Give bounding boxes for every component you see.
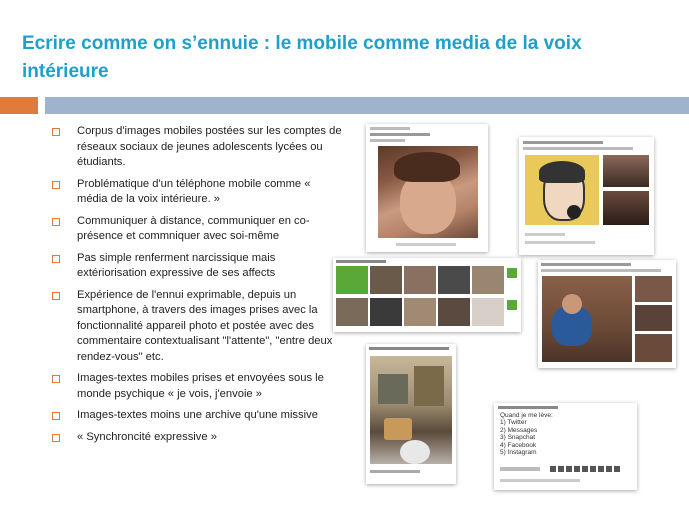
- selfie-tweet-screenshot: [366, 124, 488, 252]
- grid-tile: [438, 298, 470, 326]
- tweet-line: 5) Instagram: [500, 449, 537, 457]
- tweet-stats: [500, 467, 540, 471]
- bullet-item: Expérience de l'ennui exprimable, depuis un smartphone, à travers des images prises avec la fonctionnalité appareil photo et postée avec des commentaire contextualisant "l'attente", "entre deux rendez-vous" etc.: [52, 288, 342, 366]
- cartoon-image: [525, 155, 599, 225]
- tweet-line: 2) Messages: [500, 426, 538, 434]
- grid-tile: [370, 266, 402, 294]
- grid-tile: [472, 298, 504, 326]
- tweet-author: [498, 406, 558, 409]
- grid-screenshot: [333, 258, 521, 332]
- bullet-item: Problématique d'un téléphone mobile comme « média de la voix intérieure. »: [52, 177, 342, 208]
- slide-title: Ecrire comme on s’ennuie : le mobile comme media de la voix intérieure: [22, 33, 582, 82]
- tweet-line: 4) Facebook: [500, 441, 537, 449]
- photo-thumb: [635, 334, 672, 362]
- bullet-list: [52, 124, 342, 451]
- cartoon-tweet-screenshot: [519, 137, 654, 255]
- header-band: [45, 97, 689, 114]
- photo-thumb: [635, 276, 672, 302]
- post-caption: [369, 347, 449, 350]
- tweet-line: 3) Snapchat: [500, 434, 536, 442]
- list-tweet-screenshot: [494, 403, 637, 490]
- bullet-item: Pas simple renferment narcissique mais extériorisation expressive de ses affects: [52, 251, 342, 282]
- grid-header: [336, 260, 386, 263]
- tweet-header: [541, 263, 631, 266]
- bullet-square-icon: [52, 434, 60, 442]
- street-photo-post: [366, 344, 456, 484]
- tweet-line: 1) Twitter: [500, 419, 527, 427]
- tweet-header: [370, 127, 410, 130]
- tweet-header: [523, 141, 603, 144]
- bullet-square-icon: [52, 255, 60, 263]
- bullet-item: Images-textes mobiles prises et envoyées sous le monde psychique « je vois, j'envoie »: [52, 371, 342, 402]
- follow-icon: [507, 300, 517, 310]
- follow-icon: [507, 268, 517, 278]
- bullet-item: Images-textes moins une archive qu'une missive: [52, 408, 342, 424]
- tweet-line: Quand je me lève:: [500, 412, 553, 419]
- street-photo: [370, 356, 452, 464]
- bullet-item: Corpus d'images mobiles postées sur les comptes de réseaux sociaux de jeunes adolescents lycées ou étudiants.: [52, 124, 342, 171]
- photo-thumb: [603, 155, 649, 187]
- bullet-square-icon: [52, 292, 60, 300]
- bullet-square-icon: [52, 218, 60, 226]
- bullet-square-icon: [52, 128, 60, 136]
- tweet-actions: [525, 241, 595, 244]
- avatar-row: [550, 466, 620, 472]
- grid-tile: [404, 298, 436, 326]
- tweet-header: [370, 133, 430, 136]
- sofa-photo: [542, 276, 632, 362]
- post-actions: [370, 470, 420, 473]
- grid-tile: [404, 266, 436, 294]
- tweet-actions: [525, 233, 565, 236]
- bullet-item: « Synchroncité expressive »: [52, 430, 342, 446]
- sofa-tweet-screenshot: [538, 260, 676, 368]
- tweet-header: [370, 139, 405, 142]
- photo-thumb: [603, 191, 649, 225]
- tweet-actions: [500, 479, 580, 482]
- tweet-header: [523, 147, 633, 150]
- selfie-photo: [378, 146, 478, 238]
- grid-tile-now: [336, 266, 368, 294]
- grid-tile: [472, 266, 504, 294]
- grid-tile: [370, 298, 402, 326]
- tweet-actions: [396, 243, 456, 246]
- bullet-item: Communiquer à distance, communiquer en co-présence et commniquer avec soi-même: [52, 214, 342, 245]
- tweet-header: [541, 269, 661, 272]
- grid-tile: [438, 266, 470, 294]
- photo-thumb: [635, 305, 672, 331]
- grid-tile: [336, 298, 368, 326]
- tweet-text: [500, 412, 553, 456]
- accent-bar: [0, 97, 38, 114]
- bullet-square-icon: [52, 375, 60, 383]
- bullet-square-icon: [52, 181, 60, 189]
- bullet-square-icon: [52, 412, 60, 420]
